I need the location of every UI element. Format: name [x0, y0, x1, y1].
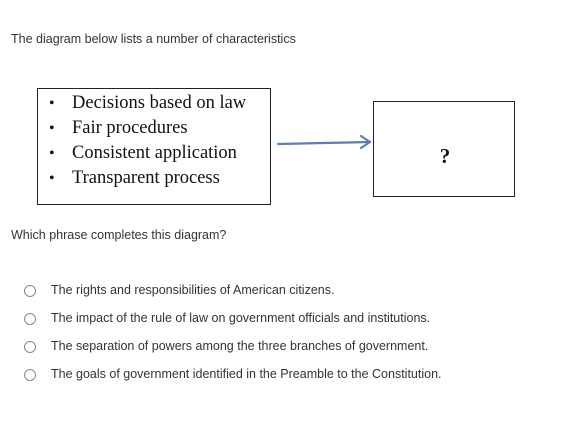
list-item	[48, 166, 270, 191]
radio-button[interactable]	[24, 369, 36, 381]
question-intro: The diagram below lists a number of characteristics	[11, 32, 296, 46]
option-label[interactable]: The rights and responsibilities of American citizens.	[51, 283, 335, 297]
right-arrow-icon	[278, 136, 370, 148]
option-label[interactable]: The separation of powers among the three branches of government.	[51, 339, 429, 353]
option-label[interactable]: The impact of the rule of law on government officials and institutions.	[51, 311, 431, 325]
bullet-icon: •	[49, 120, 55, 137]
answer-option-4[interactable]	[24, 365, 442, 393]
list-item-text: Decisions based on law	[72, 93, 247, 113]
list-item-text: Fair procedures	[72, 118, 188, 138]
answer-option-1[interactable]	[24, 281, 442, 309]
radio-button[interactable]	[24, 285, 36, 297]
answer-option-3[interactable]	[24, 337, 442, 365]
diagram-answer-box	[373, 101, 515, 197]
list-item	[48, 141, 270, 166]
unknown-placeholder: ?	[439, 144, 451, 168]
answer-option-2[interactable]	[24, 309, 442, 337]
bullet-icon: •	[49, 170, 55, 187]
list-item-text: Consistent application	[72, 143, 237, 163]
bullet-icon: •	[49, 145, 55, 162]
list-item-text: Transparent process	[72, 168, 220, 188]
radio-button[interactable]	[24, 313, 36, 325]
diagram-list-box	[37, 88, 271, 205]
list-item	[48, 116, 270, 141]
list-item	[48, 91, 270, 116]
bullet-icon: •	[49, 95, 55, 112]
radio-button[interactable]	[24, 341, 36, 353]
question-prompt: Which phrase completes this diagram?	[11, 228, 227, 242]
arrow-shaft	[278, 142, 370, 144]
characteristics-list	[48, 91, 270, 191]
option-label[interactable]: The goals of government identified in the Preamble to the Constitution.	[51, 367, 442, 381]
answer-options	[24, 281, 442, 393]
arrow-head	[361, 136, 370, 148]
